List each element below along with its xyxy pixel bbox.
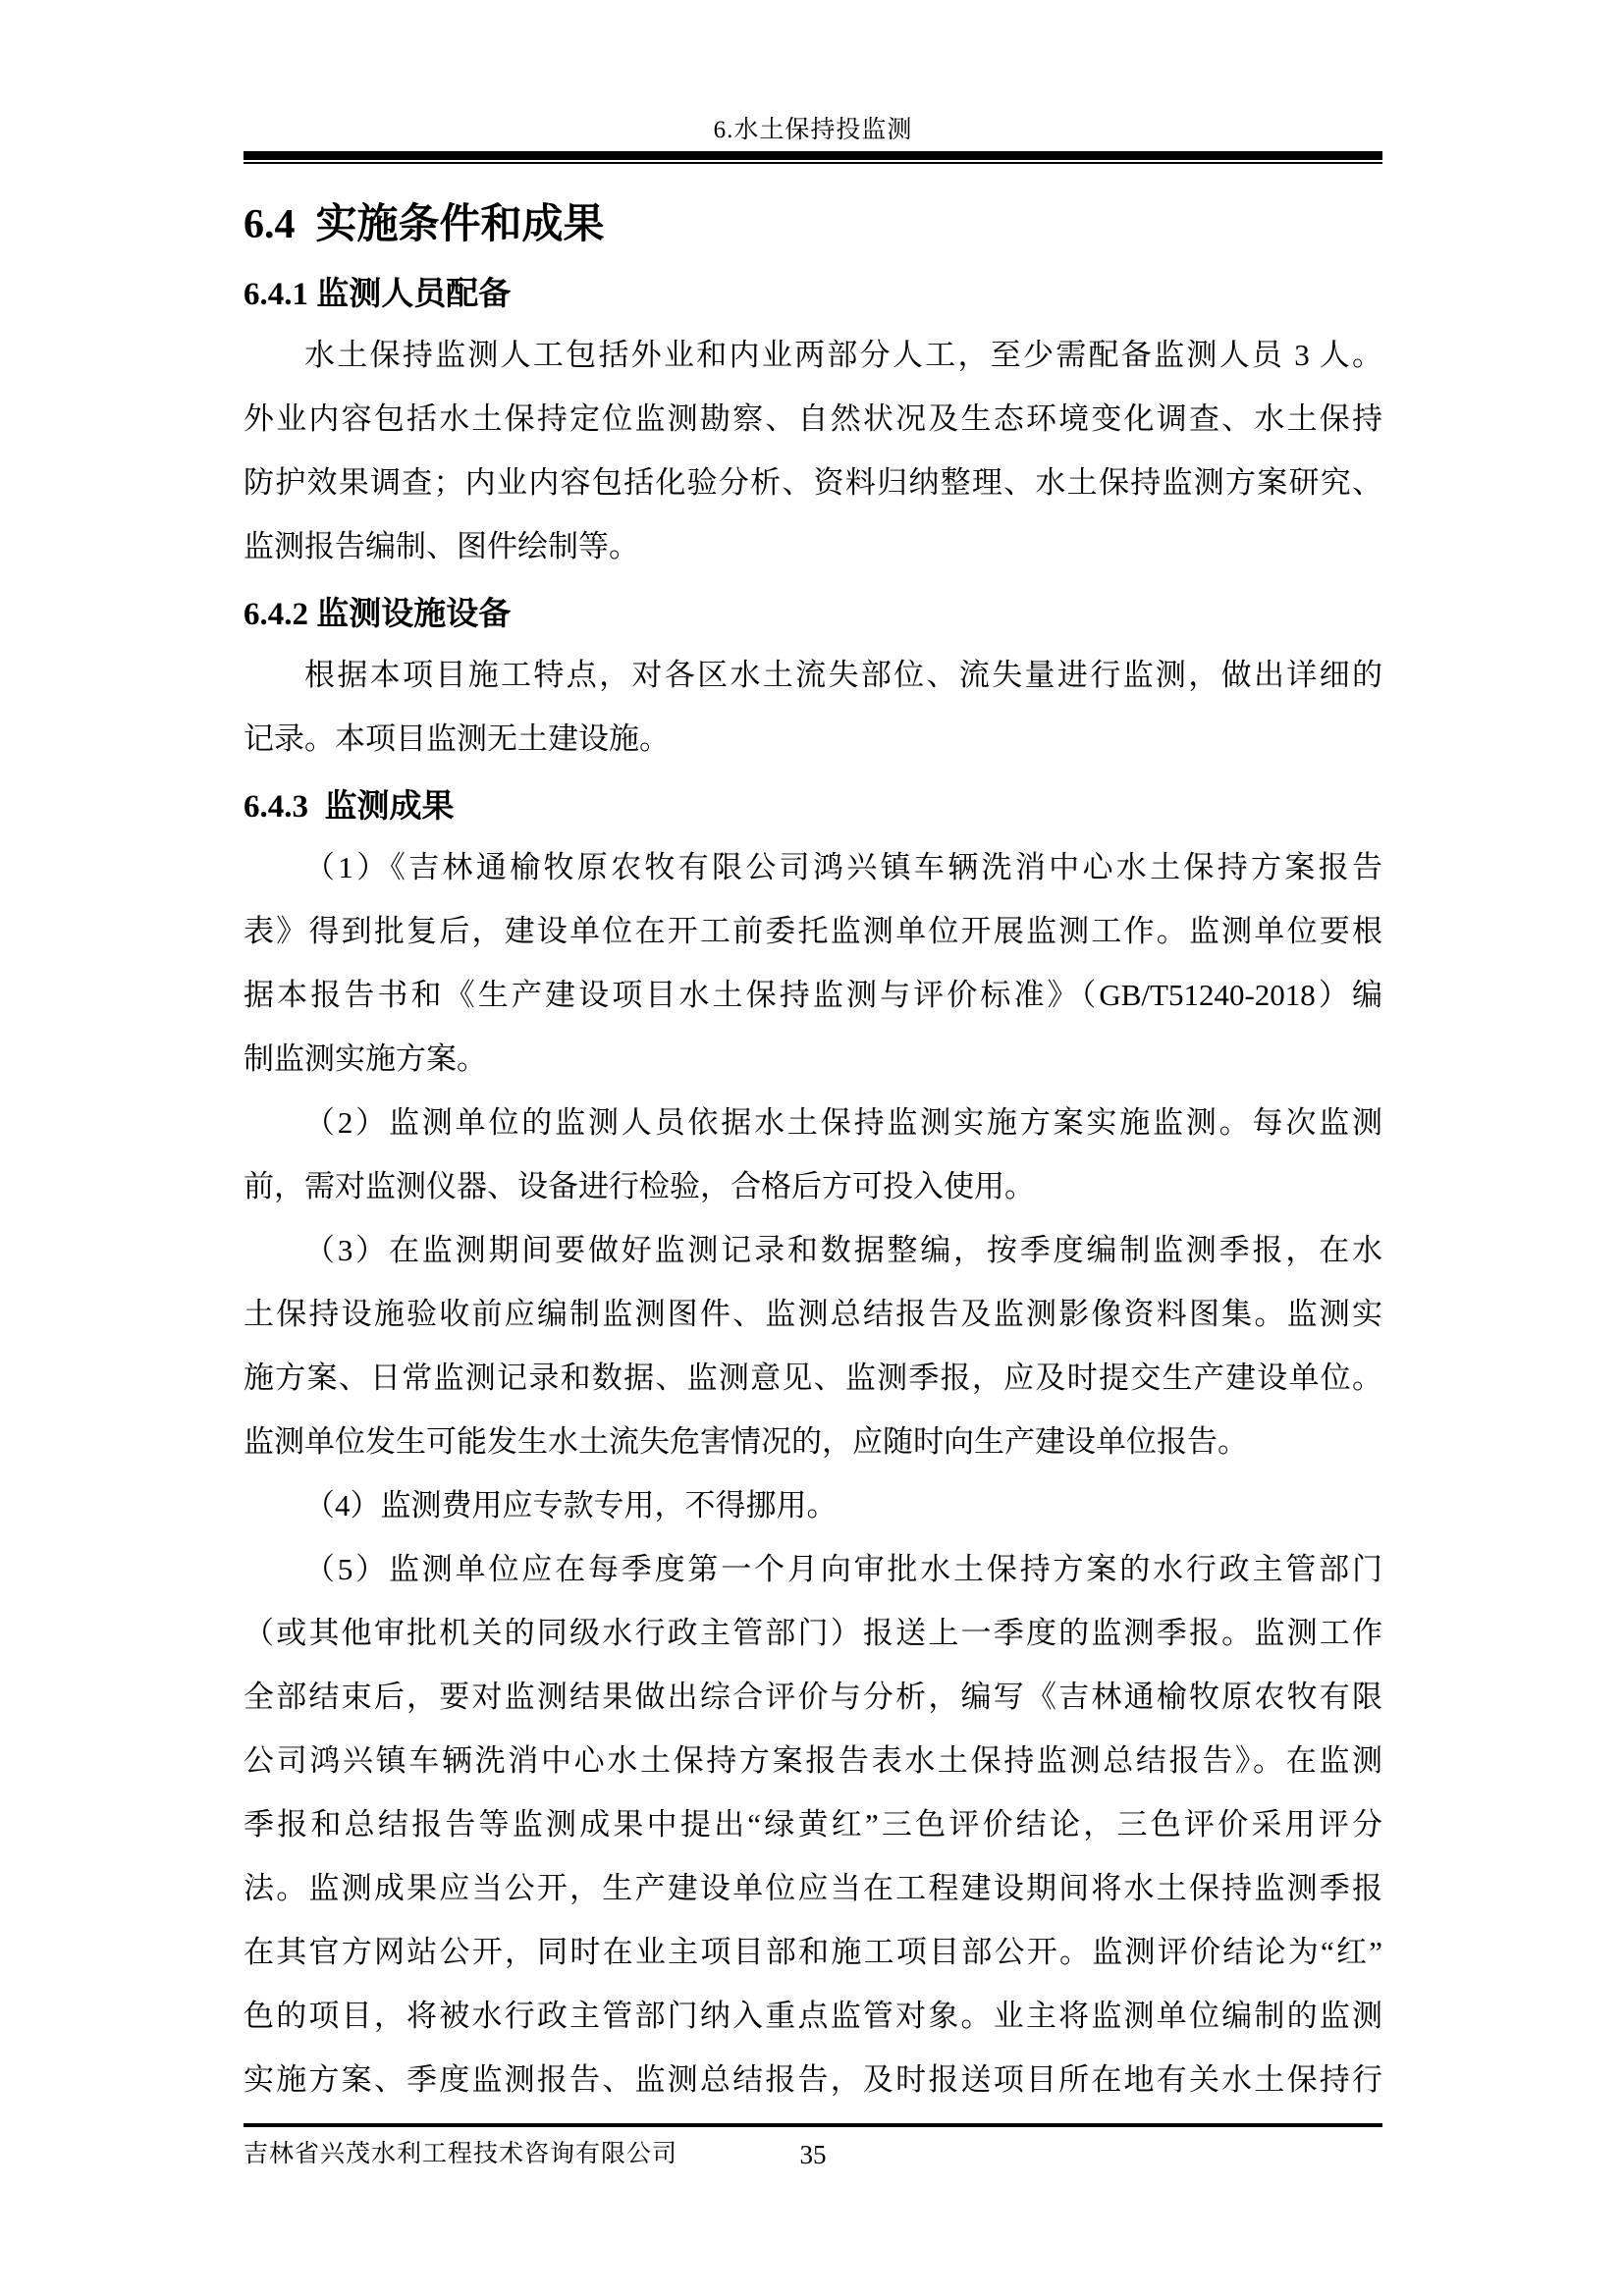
header-rule-thin-bar — [244, 162, 1382, 164]
body-line: 土保持设施验收前应编制监测图件、监测总结报告及监测影像资料图集。监测实 — [244, 1297, 1382, 1331]
body-line: （2）监测单位的监测人员依据水土保持监测实施方案实施监测。每次监测 — [304, 1105, 1382, 1140]
body-line: 全部结束后，要对监测结果做出综合评价与分析，编写《吉林通榆牧原农牧有限 — [244, 1680, 1382, 1714]
body-line: 监测报告编制、图件绘制等。 — [244, 529, 639, 563]
footer-row — [244, 2138, 1382, 2171]
body-line: 实施方案、季度监测报告、监测总结报告，及时报送项目所在地有关水土保持行 — [244, 2062, 1382, 2097]
body-line: 表》得到批复后，建设单位在开工前委托监测单位开展监测工作。监测单位要根 — [244, 914, 1382, 948]
body-line: 根据本项目施工特点，对各区水土流失部位、流失量进行监测，做出详细的 — [304, 658, 1382, 692]
header-rule-thick-bar — [244, 151, 1382, 160]
body-line: 水土保持监测人工包括外业和内业两部分人工，至少需配备监测人员 3 人。 — [304, 338, 1382, 372]
running-header-title: 6.水土保持投监测 — [713, 117, 913, 143]
body-line: 在其官方网站公开，同时在业主项目部和施工项目部公开。监测评价结论为“红” — [244, 1935, 1382, 1969]
page-footer — [244, 2123, 1382, 2171]
body-line: 监测单位发生可能发生水土流失危害情况的，应随时向生产建设单位报告。 — [244, 1424, 1248, 1459]
body-line: 制监测实施方案。 — [244, 1041, 487, 1076]
body-line: （5）监测单位应在每季度第一个月向审批水土保持方案的水行政主管部门 — [304, 1552, 1382, 1586]
body-line: 色的项目，将被水行政主管部门纳入重点监管对象。业主将监测单位编制的监测 — [244, 1999, 1382, 2033]
body-line: 据本报告书和《生产建设项目水土保持监测与评价标准》（GB/T51240-2018）编 — [244, 978, 1382, 1012]
footer-company-name: 吉林省兴茂水利工程技术咨询有限公司 — [244, 2141, 678, 2167]
section-heading: 6.4 实施条件和成果 — [244, 202, 605, 247]
body-line: 季报和总结报告等监测成果中提出“绿黄红”三色评价结论，三色评价采用评分 — [244, 1807, 1382, 1842]
body-line: 法。监测成果应当公开，生产建设单位应当在工程建设期间将水土保持监测季报 — [244, 1871, 1382, 1905]
body-line: 公司鸿兴镇车辆洗消中心水土保持方案报告表水土保持监测总结报告》。在监测 — [244, 1743, 1382, 1778]
body-line: 防护效果调查；内业内容包括化验分析、资料归纳整理、水土保持监测方案研究、 — [244, 465, 1382, 500]
body-line: 记录。本项目监测无土建设施。 — [244, 721, 670, 756]
section-heading: 6.4.2 监测设施设备 — [244, 597, 512, 632]
footer-page-number: 35 — [799, 2140, 827, 2169]
body-line: 前，需对监测仪器、设备进行检验，合格后方可投入使用。 — [244, 1169, 1035, 1203]
header-rule — [244, 151, 1382, 164]
document-body — [244, 197, 1382, 2111]
body-line: （4）监测费用应专款专用，不得挪用。 — [304, 1488, 838, 1522]
body-line: （或其他审批机关的同级水行政主管部门）报送上一季度的监测季报。监测工作 — [244, 1616, 1382, 1650]
body-line: 施方案、日常监测记录和数据、监测意见、监测季报，应及时提交生产建设单位。 — [244, 1361, 1382, 1395]
footer-rule — [244, 2123, 1382, 2127]
body-line: （1）《吉林通榆牧原农牧有限公司鸿兴镇车辆洗消中心水土保持方案报告 — [304, 850, 1382, 884]
body-line: （3）在监测期间要做好监测记录和数据整编，按季度编制监测季报，在水 — [304, 1233, 1382, 1267]
body-line: 外业内容包括水土保持定位监测勘察、自然状况及生态环境变化调查、水土保持 — [244, 401, 1382, 436]
section-heading: 6.4.1 监测人员配备 — [244, 277, 512, 312]
section-heading: 6.4.3 监测成果 — [244, 789, 455, 825]
